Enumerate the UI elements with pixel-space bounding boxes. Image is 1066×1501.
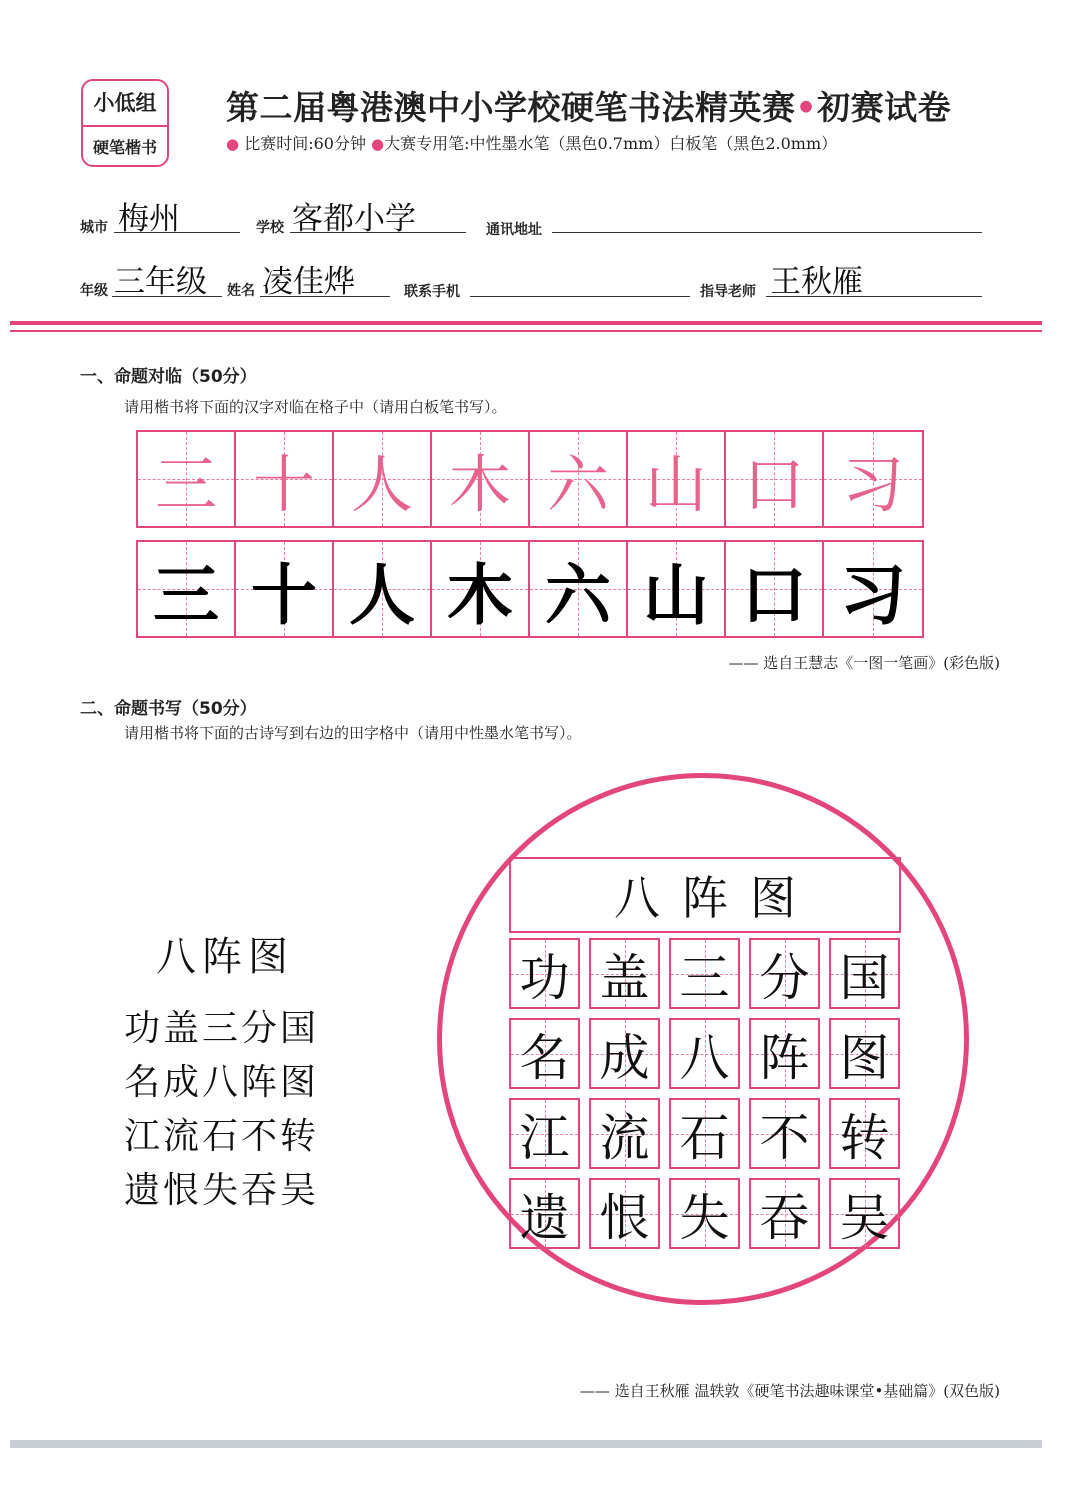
written-char: 国 [839,948,890,1007]
exam-pens: 大赛专用笔:中性墨水笔（黑色0.7mm）白板笔（黑色2.0mm） [384,134,838,153]
grid-row [509,938,901,1009]
tianzige-cell[interactable] [589,1018,660,1089]
exam-info [226,131,837,154]
group-badge [81,79,169,167]
tianzige-cell[interactable] [829,1018,900,1089]
model-char: 口 [742,447,805,521]
model-char: 三 [154,447,217,521]
tianzige-grid[interactable] [509,938,901,1258]
written-char: 流 [599,1108,650,1167]
model-cell [824,432,922,526]
model-char: 人 [350,447,413,521]
tianzige-cell[interactable] [669,1178,740,1249]
written-char: 吞 [759,1188,810,1247]
written-char: 口 [741,556,807,634]
tianzige-cell[interactable] [829,1098,900,1169]
tianzige-cell[interactable] [509,1018,580,1089]
model-char: 习 [841,447,904,521]
tianzige-cell[interactable] [509,1178,580,1249]
model-cell [432,432,530,526]
written-char: 六 [545,556,611,634]
written-char: 功 [519,948,570,1007]
badge-style-label: 硬笔楷书 [92,138,157,157]
tianzige-cell[interactable] [669,1098,740,1169]
written-poem-title: 八阵图 [614,871,818,925]
header-rule-thick [10,321,1042,325]
teacher-label: 指导老师 [700,284,756,300]
written-char: 木 [447,556,513,634]
poem-line: 遗恨失吞吴 [124,1170,320,1211]
poem-line: 名成八阵图 [124,1062,320,1103]
written-char: 十 [251,556,317,634]
written-char: 江 [519,1108,570,1167]
poem-line: 江流石不转 [124,1116,320,1157]
title-tail: 初赛试卷 [817,88,952,127]
section1-source: —— 选自王慧志《一图一笔画》(彩色版) [728,654,1000,672]
header-rule-thin [10,330,1042,332]
tianzige-cell[interactable] [749,1098,820,1169]
bullet-icon: ● [226,135,240,153]
name-value: 凌佳烨 [262,264,355,300]
section1-heading: 一、命题对临（50分） [80,367,257,387]
section2-source: —— 选自王秋雁 温轶敦《硬笔书法趣味课堂•基础篇》(双色版) [579,1382,1000,1400]
written-char: 八 [679,1028,730,1087]
grade-field[interactable] [112,296,222,297]
phone-label: 联系手机 [404,284,460,300]
title-main: 第二届粤港澳中小学校硬笔书法精英赛 [226,88,796,127]
school-label: 学校 [256,220,284,236]
tianzige-cell[interactable] [829,938,900,1009]
written-char: 吴 [839,1188,890,1247]
model-cell [334,432,432,526]
model-cell [236,432,334,526]
footer-bar [10,1440,1042,1448]
tianzige-cell[interactable] [829,1178,900,1249]
city-field[interactable] [114,232,240,233]
model-char-grid [136,430,924,528]
written-char: 人 [349,556,415,634]
written-char: 名 [519,1028,570,1087]
section2-heading: 二、命题书写（50分） [80,699,257,719]
grade-label: 年级 [80,283,108,299]
tianzige-cell[interactable] [749,1018,820,1089]
tianzige-cell[interactable] [589,938,660,1009]
grade-value: 三年级 [114,264,207,300]
school-value: 客都小学 [292,201,416,237]
written-char: 石 [679,1108,730,1167]
poem-title: 八阵图 [156,934,294,980]
address-field[interactable] [552,232,982,233]
bullet-icon: ● [371,135,385,153]
tianzige-cell[interactable] [669,938,740,1009]
copy-cell[interactable] [726,542,824,636]
tianzige-cell[interactable] [509,938,580,1009]
tianzige-cell[interactable] [509,1098,580,1169]
grid-row [509,1098,901,1169]
copy-cell[interactable] [530,542,628,636]
written-char: 阵 [759,1028,810,1087]
written-char: 成 [599,1028,650,1087]
tianzige-cell[interactable] [749,938,820,1009]
city-label: 城市 [80,220,108,236]
written-char: 转 [839,1108,890,1167]
poem-line: 功盖三分国 [124,1008,320,1049]
written-char: 失 [679,1188,730,1247]
exam-time: 比赛时间:60分钟 [244,134,366,153]
written-char: 三 [679,948,730,1007]
written-char: 习 [840,556,906,634]
tianzige-cell[interactable] [669,1018,740,1089]
written-char: 三 [153,556,219,634]
city-value: 梅州 [118,201,180,237]
tianzige-cell[interactable] [749,1178,820,1249]
copy-cell[interactable] [628,542,726,636]
copy-cell[interactable] [334,542,432,636]
written-char: 盖 [599,948,650,1007]
phone-field[interactable] [470,296,690,297]
copy-char-grid[interactable] [136,540,924,638]
model-char: 木 [448,447,511,521]
copy-cell[interactable] [824,542,922,636]
teacher-field[interactable] [766,296,982,297]
teacher-value: 王秋雁 [770,264,863,300]
page-title [226,82,951,129]
written-char: 遗 [519,1188,570,1247]
tianzige-cell[interactable] [589,1178,660,1249]
school-field[interactable] [290,232,466,233]
badge-group-label: 小低组 [93,91,157,115]
written-char: 分 [759,948,810,1007]
written-title-box[interactable] [509,857,901,933]
copy-cell[interactable] [236,542,334,636]
copy-cell[interactable] [432,542,530,636]
name-label: 姓名 [227,283,255,299]
section1-instruction: 请用楷书将下面的汉字对临在格子中（请用白板笔书写）。 [124,398,507,416]
written-char: 图 [839,1028,890,1087]
copy-cell[interactable] [138,542,236,636]
written-char: 恨 [599,1188,650,1247]
grid-row [509,1178,901,1249]
title-dot: • [795,88,818,127]
name-field[interactable] [260,296,390,297]
address-label: 通讯地址 [486,222,542,238]
model-cell [628,432,726,526]
badge-divider [83,125,167,127]
model-char: 十 [252,447,315,521]
grid-row [509,1018,901,1089]
model-char: 六 [546,447,609,521]
section2-instruction: 请用楷书将下面的古诗写到右边的田字格中（请用中性墨水笔书写）。 [124,724,582,742]
model-cell [530,432,628,526]
written-char: 山 [643,556,709,634]
model-cell [138,432,236,526]
tianzige-cell[interactable] [589,1098,660,1169]
written-char: 不 [759,1108,810,1167]
model-char: 山 [644,447,707,521]
model-cell [726,432,824,526]
